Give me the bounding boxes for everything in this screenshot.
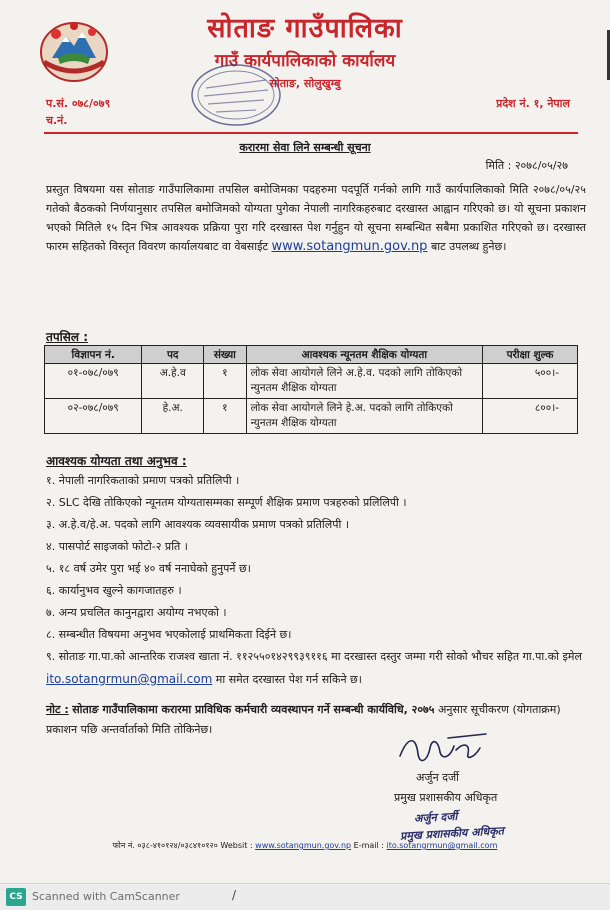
reference-number: प.सं. ०७८/०७९ bbox=[46, 97, 111, 110]
office-address: सोताङ, सोलुखुम्बु bbox=[269, 77, 341, 90]
list-item: ६. कार्यानुभव खुल्ने कागजातहरु । bbox=[46, 584, 182, 597]
cell-fee: ५००।- bbox=[483, 364, 578, 399]
table-row bbox=[45, 364, 578, 399]
signer-stamp-name: अर्जुन दर्जी bbox=[413, 809, 458, 826]
office-title: सोताङ गाउँपालिका bbox=[207, 13, 403, 44]
cell-qualification: लोक सेवा आयोगले लिने अ.हे.व. पदको लागि तोकिएको न्युनतम शैक्षिक योग्यता bbox=[246, 364, 483, 399]
col-exam-fee: परीक्षा शुल्क bbox=[483, 346, 578, 364]
cell-post: हे.अ. bbox=[142, 399, 204, 434]
list-item: ८. सम्बन्धीत विषयमा अनुभव भएकोलाई प्राथमिकता दिईने छ। bbox=[46, 628, 292, 641]
cell-ad-no: ०१-०७८/०७९ bbox=[45, 364, 142, 399]
footer-phone: फोन नं. ०३८-४१०१२४/०३८४१०१२० bbox=[112, 841, 218, 850]
cell-post: अ.हे.व bbox=[142, 364, 204, 399]
note-block bbox=[46, 700, 586, 740]
signature-icon bbox=[394, 730, 504, 770]
notice-paragraph: प्रस्तुत विषयमा यस सोताङ गाउँपालिकामा तपसिल बमोजिमका पदहरुमा पदपूर्ति गर्नको लागि गाउँ कार्यपालिकाको मिति २०७८/०५/२५ गतेको बैठकको निर्णयानुसार तपसिल बमोजिमको योग्यता पुगेका नेपाली नागरिकहरुबाट दरखास्त आह्वान गरिएको छ। यो सूचना प्रकाशन भएको मितिले १५ दिन भित्र आवश्यक प्रक्रिया पुरा गरि दरखास्त पेश गर्नुहुन यो सूचना सम्बन्धित सबैमा प्रकाशित गरिएको छ। दरखास्त फारम सहितको विस्तृत विवरण कार्यालयबाट वा वेबसाईट bbox=[46, 183, 586, 253]
office-stamp-icon bbox=[188, 62, 284, 128]
details-heading: तपसिल : bbox=[46, 330, 88, 344]
email-link[interactable]: ito.sotangrmun@gmail.com bbox=[46, 672, 213, 686]
list-item: ७. अन्य प्रचलित कानुनद्वारा अयोग्य नभएको । bbox=[46, 606, 227, 619]
province-label: प्रदेश नं. १, नेपाल bbox=[496, 97, 570, 110]
notice-body bbox=[46, 180, 586, 256]
list-item: ४. पासपोर्ट साइजको फोटो-२ प्रति । bbox=[46, 540, 188, 553]
item-9-text-end: मा समेत दरखास्त पेश गर्न सकिने छ। bbox=[215, 673, 362, 686]
header-divider bbox=[44, 132, 578, 134]
note-label: नोट : bbox=[46, 703, 69, 716]
scanner-watermark-text: Scanned with CamScanner bbox=[32, 890, 180, 903]
signer-title: प्रमुख प्रशासकीय अधिकृत bbox=[394, 791, 498, 804]
cell-ad-no: ०२-०७८/०७९ bbox=[45, 399, 142, 434]
notice-paragraph-end: बाट उपलब्ध हुनेछ। bbox=[430, 240, 507, 253]
list-item: ३. अ.हे.व/हे.अ. पदको लागि आवश्यक व्यवसायीक प्रमाण पत्रको प्रतिलिपी । bbox=[46, 518, 350, 531]
footer-contact bbox=[0, 840, 610, 851]
footer-email-label: E-mail : bbox=[353, 841, 384, 850]
notice-date: मिति : २०७८/०५/२७ bbox=[485, 159, 568, 172]
scan-mark: / bbox=[232, 888, 237, 902]
cell-qualification: लोक सेवा आयोगले लिने हे.अ. पदको लागि तोकिएको न्युनतम शैक्षिक योग्यता bbox=[246, 399, 483, 434]
website-link[interactable]: www.sotangmun.gov.np bbox=[271, 239, 428, 254]
item-9-text: ९. सोताङ गा.पा.को आन्तरिक राजश्व खाता नं. ११२५५०१४२९९३९११६ मा दरखास्त दस्तुर जम्मा गरी सोको भौचर सहित गा.पा.को इमेल bbox=[46, 650, 582, 663]
col-qualification: आवश्यक न्यूनतम शैक्षिक योग्यता bbox=[246, 346, 483, 364]
cell-fee: ८००।- bbox=[483, 399, 578, 434]
vacancy-table bbox=[44, 345, 578, 434]
col-ad-no: विज्ञापन नं. bbox=[45, 346, 142, 364]
list-item bbox=[46, 646, 586, 691]
notice-heading: करारमा सेवा लिने सम्बन्धी सूचना bbox=[239, 141, 371, 154]
footer-email-link[interactable]: ito.sotangrmun@gmail.com bbox=[386, 841, 498, 850]
signer-stamp-title: प्रमुख प्रशासकीय अधिकृत bbox=[399, 824, 505, 843]
signer-name: अर्जुन दर्जी bbox=[416, 771, 460, 784]
cell-count: १ bbox=[204, 364, 246, 399]
footer-website-label: Websit : bbox=[220, 841, 253, 850]
dispatch-number: च.नं. bbox=[46, 114, 68, 127]
requirements-heading: आवश्यक योग्यता तथा अनुभव : bbox=[46, 454, 187, 468]
camscanner-logo-icon: CS bbox=[6, 888, 26, 906]
col-count: संख्या bbox=[204, 346, 246, 364]
note-text: अनुसार सूचीकरण (योगताक्रम) प्रकाशन पछि अन्तर्वार्ताको मिति तोकिनेछ। bbox=[46, 703, 561, 736]
list-item: १. नेपाली नागरिकताको प्रमाण पत्रको प्रतिलिपी । bbox=[46, 474, 240, 487]
note-bold-text: सोताङ गाउँपालिकामा करारमा प्राविधिक कर्मचारी व्यवस्थापन गर्ने सम्बन्धी कार्यविधि, २०७५ bbox=[72, 703, 435, 716]
list-item: २. SLC देखि तोकिएको न्यूनतम योग्यतासम्मका सम्पूर्ण शैक्षिक प्रमाण पत्रहरुको प्रलिलिपी । bbox=[46, 496, 407, 509]
scanner-watermark-bar bbox=[0, 883, 610, 910]
footer-website-link[interactable]: www.sotangmun.gov.np bbox=[255, 841, 352, 850]
requirements-list bbox=[46, 470, 586, 691]
table-header-row bbox=[45, 346, 578, 364]
cell-count: १ bbox=[204, 399, 246, 434]
col-post: पद bbox=[142, 346, 204, 364]
office-subtitle: गाउँ कार्यपालिकाको कार्यालय bbox=[214, 51, 396, 71]
table-row bbox=[45, 399, 578, 434]
list-item: ५. १८ वर्ष उमेर पुरा भई ४० वर्ष ननाघेको हुनुपर्ने छ। bbox=[46, 562, 251, 575]
